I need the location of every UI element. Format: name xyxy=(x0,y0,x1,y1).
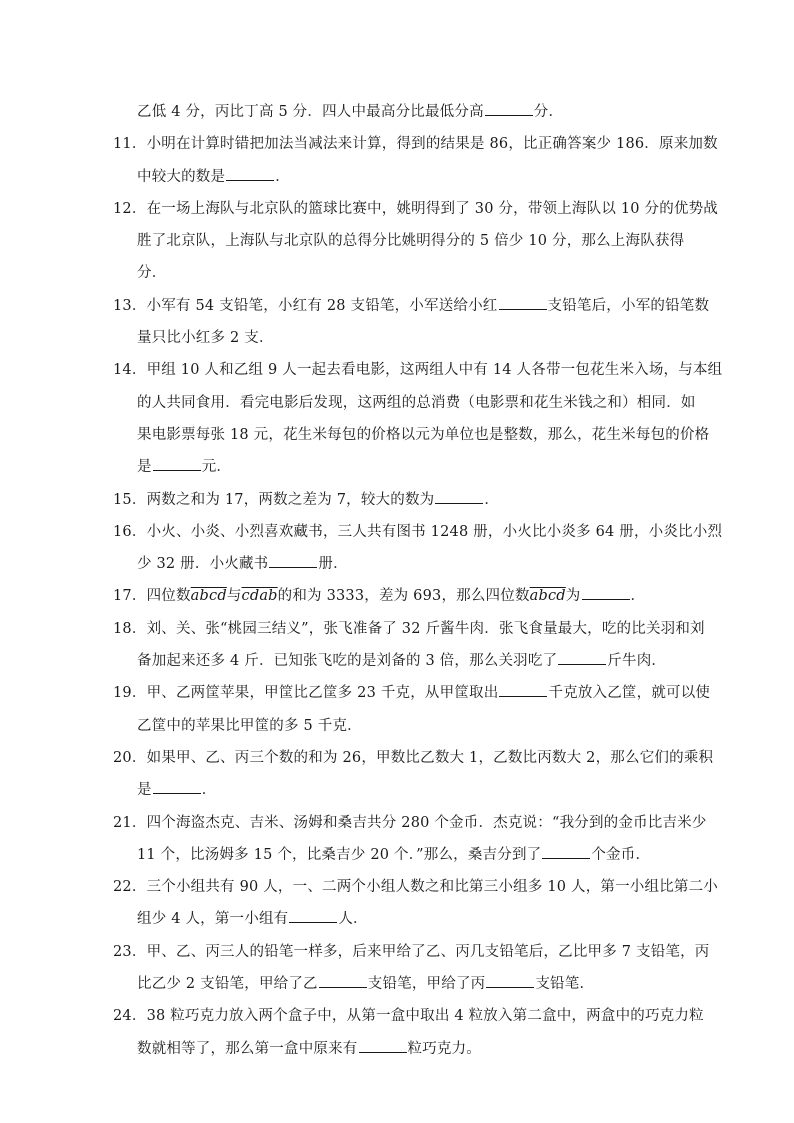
problem-continuation-line xyxy=(113,968,688,1000)
problem-text: 四位数 xyxy=(146,588,191,605)
problem-text: 元． xyxy=(201,459,232,476)
problem-text: 是 xyxy=(137,459,152,476)
problem-continuation-line xyxy=(113,1033,688,1065)
answer-blank[interactable] xyxy=(485,101,533,116)
problem-text: 数就相等了，那么第一盒中原来有 xyxy=(137,1040,358,1057)
answer-blank[interactable] xyxy=(558,650,606,665)
problem-line xyxy=(113,354,723,386)
problem-text: 小军有 54 支铅笔，小红有 28 支铅笔，小军送给小红 xyxy=(146,297,498,314)
problem-continuation-line xyxy=(113,903,688,935)
problem-number: 24． xyxy=(113,1008,147,1025)
problem-number: 16． xyxy=(113,523,147,540)
problem-continuation-line xyxy=(113,322,688,354)
problem-line xyxy=(113,193,718,225)
answer-blank[interactable] xyxy=(269,553,317,568)
answer-blank[interactable] xyxy=(359,1038,407,1053)
problem-line xyxy=(113,290,710,322)
problem-text: 四个海盗杰克、吉米、汤姆和桑吉共分 280 个金币．杰克说：“我分到的金币比吉米少 xyxy=(146,814,707,831)
problem-text: 乙筐中的苹果比甲筐的多 5 千克． xyxy=(137,717,362,734)
answer-blank[interactable] xyxy=(289,908,337,923)
problem-text: ． xyxy=(630,588,646,605)
problem-text: 如果甲、乙、丙三个数的和为 26，甲数比乙数大 1，乙数比丙数大 2，那么它们的乘积 xyxy=(146,749,714,766)
problem-number: 13． xyxy=(113,297,147,314)
problem-continuation-line xyxy=(113,225,688,257)
problem-text: ． xyxy=(275,168,290,185)
problem-text: 备加起来还多 4 斤．已知张飞吃的是刘备的 3 倍，那么关羽吃了 xyxy=(137,653,558,670)
problem-text: 册． xyxy=(318,556,348,573)
problem-continuation-line xyxy=(113,96,688,128)
problem-text: 小明在计算时错把加法当减法来计算，得到的结果是 86，比正确答案少 186．原来加数 xyxy=(146,136,718,153)
problem-number: 21． xyxy=(113,814,147,831)
overline-number: cdab xyxy=(241,588,278,605)
problem-text: 少 32 册．小火藏书 xyxy=(137,556,269,573)
problem-text: ． xyxy=(201,782,217,799)
problem-text: 甲、乙两筐苹果，甲筐比乙筐多 23 千克，从甲筐取出 xyxy=(146,685,499,702)
answer-blank[interactable] xyxy=(153,779,201,794)
problem-text: 分． xyxy=(137,265,167,282)
problem-line xyxy=(113,128,718,160)
problem-line xyxy=(113,677,711,709)
problem-text: 三个小组共有 90 人，一、二两个小组人数之和比第三小组多 10 人，第一小组比第二小 xyxy=(146,879,718,896)
problem-continuation-line xyxy=(113,548,688,580)
problem-number: 18． xyxy=(113,620,147,637)
problem-text: 为 xyxy=(565,588,581,605)
problem-continuation-line xyxy=(113,839,688,871)
problem-text: 乙低 4 分，丙比丁高 5 分．四人中最高分比最低分高 xyxy=(137,104,484,120)
answer-blank[interactable] xyxy=(435,489,483,504)
problem-line xyxy=(113,742,714,774)
problem-line xyxy=(113,484,688,516)
problem-continuation-line xyxy=(113,451,688,483)
problem-text: 量只比小红多 2 支． xyxy=(137,330,274,347)
problem-line xyxy=(113,807,707,839)
problem-text: 粒巧克力。 xyxy=(407,1040,481,1057)
problem-number: 22． xyxy=(113,879,147,896)
problem-number: 20． xyxy=(113,749,147,766)
problem-continuation-line xyxy=(113,161,688,193)
problem-text: 斤牛肉． xyxy=(607,653,667,670)
problem-continuation-line xyxy=(113,774,688,806)
problem-continuation-line xyxy=(113,710,688,742)
problem-line xyxy=(113,1000,704,1032)
problem-text: 分． xyxy=(533,104,564,120)
problem-list xyxy=(113,96,723,1065)
problem-text: 的和为 3333，差为 693，那么四位数 xyxy=(277,588,530,605)
problem-line xyxy=(113,516,723,548)
problem-text: 支铅笔． xyxy=(535,976,595,993)
problem-text: 支铅笔后，小军的铅笔数 xyxy=(547,297,710,314)
answer-blank[interactable] xyxy=(319,973,367,988)
problem-line xyxy=(113,936,710,968)
problem-text: 是 xyxy=(137,782,152,799)
problem-number: 19． xyxy=(113,685,147,702)
answer-blank[interactable] xyxy=(226,166,274,181)
problem-line xyxy=(113,613,705,645)
answer-blank[interactable] xyxy=(153,456,201,471)
problem-text: 小火、小炎、小烈喜欢藏书，三人共有图书 1248 册，小火比小炎多 64 册，小炎比小烈 xyxy=(146,523,723,540)
problem-text: 甲、乙、丙三人的铅笔一样多，后来甲给了乙、丙几支铅笔后，乙比甲多 7 支铅笔，丙 xyxy=(146,943,710,960)
problem-text: 支铅笔，甲给了丙 xyxy=(367,976,486,993)
answer-blank[interactable] xyxy=(499,682,547,697)
answer-blank[interactable] xyxy=(486,973,534,988)
problem-text: 两数之和为 17，两数之差为 7，较大的数为 xyxy=(146,491,435,508)
problem-text: 人． xyxy=(338,911,368,928)
problem-text: 千克放入乙筐，就可以使 xyxy=(548,685,711,702)
problem-number: 12． xyxy=(113,200,147,217)
problem-text: 中较大的数是 xyxy=(137,168,226,185)
problem-number: 11． xyxy=(113,136,147,153)
problem-text: 11 个，比汤姆多 15 个，比桑吉少 20 个．”那么，桑吉分到了 xyxy=(137,846,542,863)
problem-continuation-line xyxy=(113,257,688,289)
problem-text: ． xyxy=(484,491,500,508)
problem-text: 比乙少 2 支铅笔，甲给了乙 xyxy=(137,976,318,993)
problem-number: 14． xyxy=(113,362,147,379)
problem-continuation-line xyxy=(113,645,688,677)
problem-text: 果电影票每张 18 元，花生米每包的价格以元为单位也是整数，那么，花生米每包的价格 xyxy=(137,426,710,443)
problem-text: 38 粒巧克力放入两个盒子中，从第一盒中取出 4 粒放入第二盒中，两盒中的巧克力粒 xyxy=(146,1008,704,1025)
problem-number: 17． xyxy=(113,588,147,605)
problem-line xyxy=(113,871,718,903)
problem-text: 的人共同食用．看完电影后发现，这两组的总消费（电影票和花生米钱之和）相同．如 xyxy=(137,394,696,411)
answer-blank[interactable] xyxy=(582,585,630,600)
problem-text: 组少 4 人，第一小组有 xyxy=(137,911,289,928)
problem-text: 刘、关、张“桃园三结义”，张飞准备了 32 斤酱牛肉．张飞食量最大，吃的比关羽和刘 xyxy=(146,620,705,637)
problem-text: 与 xyxy=(226,588,242,605)
answer-blank[interactable] xyxy=(542,844,590,859)
answer-blank[interactable] xyxy=(499,295,547,310)
problem-line xyxy=(113,580,688,612)
problem-number: 15． xyxy=(113,491,147,508)
overline-number: abcd xyxy=(529,588,566,605)
problem-text: 个金币． xyxy=(591,846,651,863)
problem-continuation-line xyxy=(113,387,696,419)
problem-text: 在一场上海队与北京队的篮球比赛中，姚明得到了 30 分，带领上海队以 10 分的优势战 xyxy=(146,200,718,217)
problem-text: 胜了北京队，上海队与北京队的总得分比姚明得分的 5 倍少 10 分，那么上海队获得 xyxy=(137,233,685,250)
problem-continuation-line xyxy=(113,419,710,451)
problem-text: 甲组 10 人和乙组 9 人一起去看电影，这两组人中有 14 人各带一包花生米入场，与本组 xyxy=(146,362,723,379)
problem-number: 23． xyxy=(113,943,147,960)
overline-number: abcd xyxy=(190,588,227,605)
